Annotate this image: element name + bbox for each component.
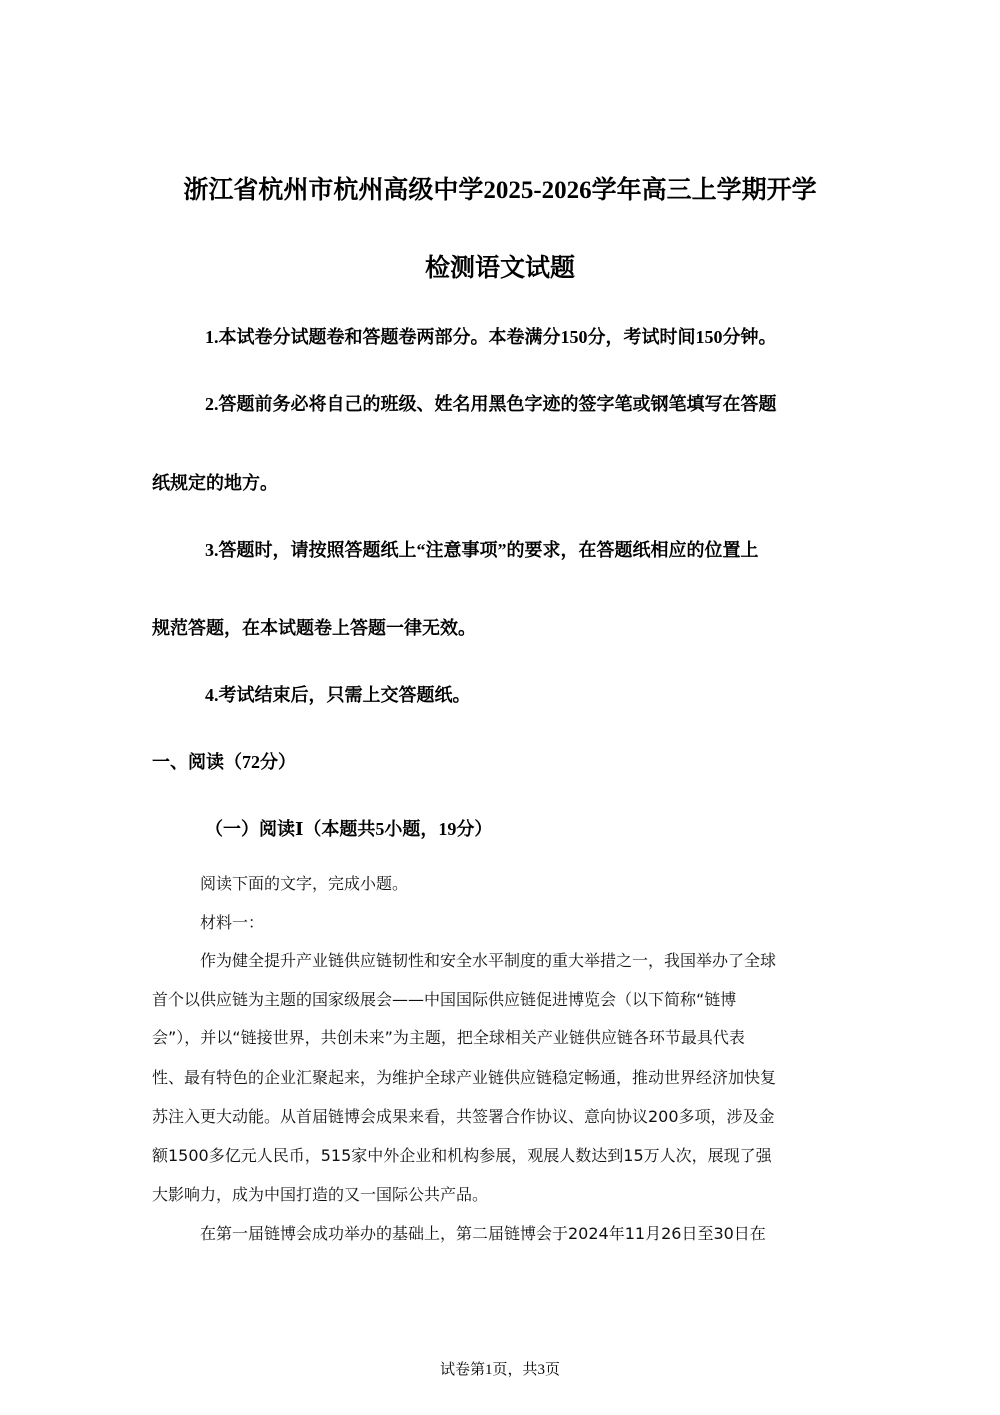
instruction-2: 2.答题前务必将自己的班级、姓名用黑色字迹的签字笔或钢笔填写在答题 <box>205 394 777 414</box>
page-footer: 试卷第1页，共3页 <box>439 1362 560 1378</box>
instruction-2-continued: 纸规定的地方。 <box>152 473 278 493</box>
instruction-3: 3.答题时，请按照答题纸上“注意事项”的要求，在答题纸相应的位置上 <box>205 540 759 560</box>
passage-line: 作为健全提升产业链供应链韧性和安全水平制度的重大举措之一，我国举办了全球 <box>200 951 777 970</box>
instruction-1: 1.本试卷分试题卷和答题卷两部分。本卷满分150分，考试时间150分钟。 <box>205 327 777 347</box>
exam-title-line-1: 浙江省杭州市杭州高级中学2025-2026学年高三上学期开学 <box>183 177 817 204</box>
passage-line: 性、最有特色的企业汇聚起来，为维护全球产业链供应链稳定畅通，推动世界经济加快复 <box>152 1068 777 1087</box>
instruction-4: 4.考试结束后，只需上交答题纸。 <box>205 685 471 705</box>
subsection-heading: （一）阅读Ⅰ（本题共5小题，19分） <box>205 819 493 839</box>
exam-title-line-2: 检测语文试题 <box>424 255 575 282</box>
material-label: 材料一： <box>200 913 265 932</box>
passage-line: 首个以供应链为主题的国家级展会——中国国际供应链促进博览会（以下简称“链博 <box>152 990 737 1009</box>
passage-line: 会”），并以“链接世界，共创未来”为主题，把全球相关产业链供应链各环节最具代表 <box>152 1028 745 1047</box>
instruction-3-continued: 规范答题，在本试题卷上答题一律无效。 <box>152 618 476 638</box>
passage-line: 苏注入更大动能。从首届链博会成果来看，共签署合作协议、意向协议200多项，涉及金 <box>152 1107 775 1126</box>
passage-line: 额1500多亿元人民币，515家中外企业和机构参展，观展人数达到15万人次，展现了强 <box>152 1146 772 1165</box>
passage-line: 在第一届链博会成功举办的基础上，第二届链博会于2024年11月26日至30日在 <box>200 1224 766 1243</box>
section-heading: 一、阅读（72分） <box>152 752 296 772</box>
passage-line: 大影响力，成为中国打造的又一国际公共产品。 <box>152 1185 489 1204</box>
reading-prompt: 阅读下面的文字，完成小题。 <box>200 874 409 893</box>
